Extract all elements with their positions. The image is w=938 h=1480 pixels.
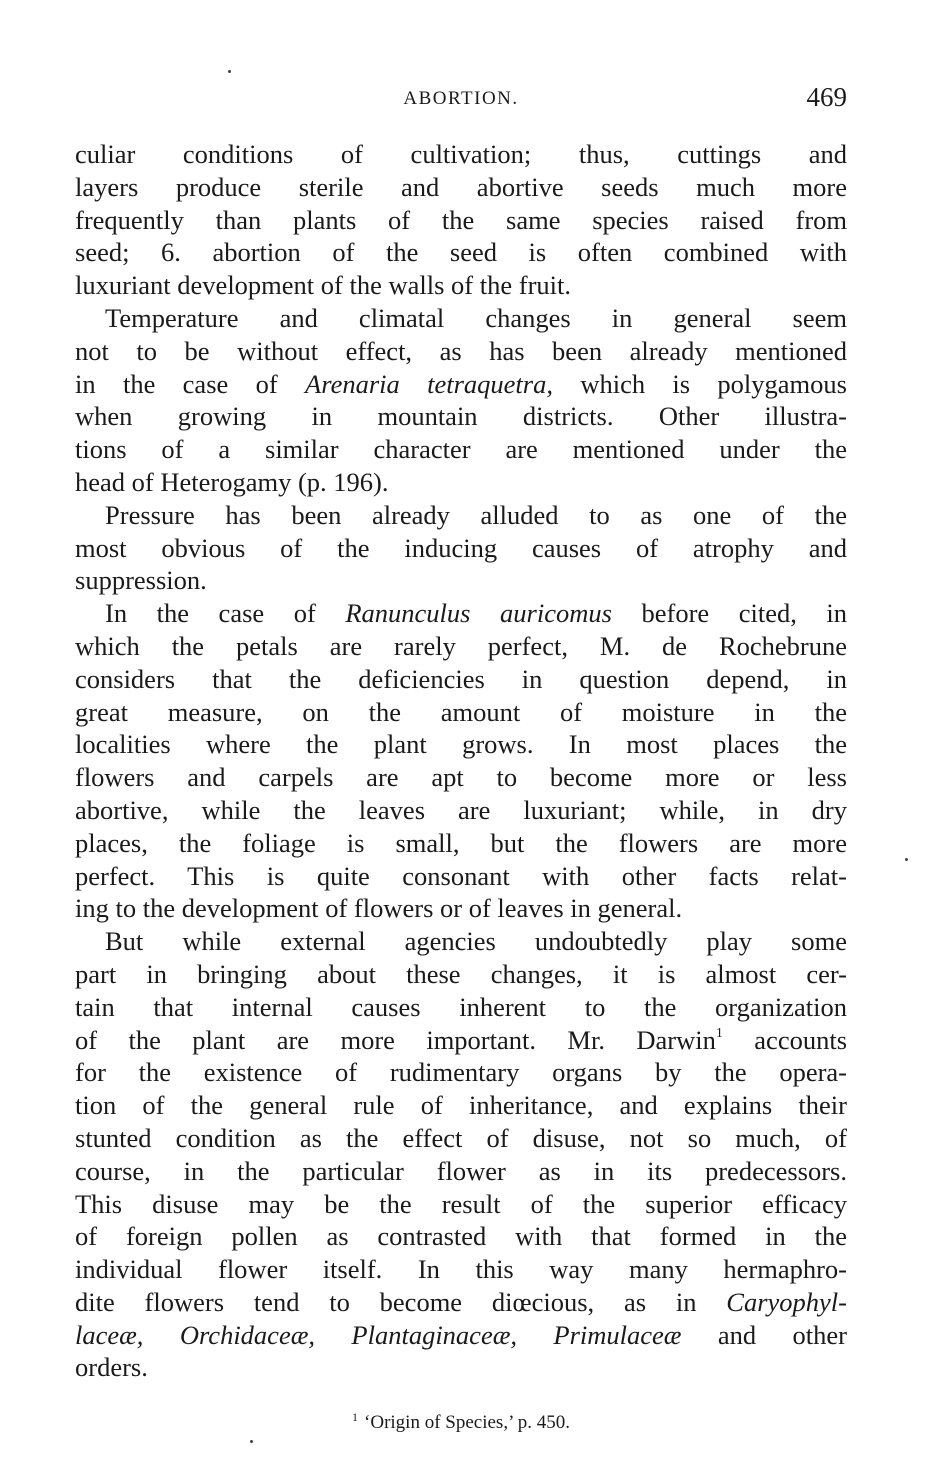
paragraph-3 xyxy=(75,499,847,597)
text-segment: before cited, in xyxy=(611,598,847,629)
family-name: Caryophyl- xyxy=(726,1286,847,1317)
text-line: for the existence of rudimentary organs by the opera- xyxy=(75,1057,847,1088)
text-line: not to be without effect, as has been already mentioned xyxy=(75,335,847,366)
text-line: This disuse may be the result of the superior efficacy xyxy=(75,1188,847,1219)
text-line: places, the foliage is small, but the flowers are more xyxy=(75,827,847,858)
paragraph-2 xyxy=(75,302,847,499)
text-line: abortive, while the leaves are luxuriant; while, in dry xyxy=(75,794,847,825)
text-line: localities where the plant grows. In most places the xyxy=(75,729,847,760)
text-line: considers that the deficiencies in question depend, in xyxy=(75,663,847,694)
footnote xyxy=(75,1410,847,1434)
text-line: flowers and carpels are apt to become more or less xyxy=(75,762,847,793)
text-line: which the petals are rarely perfect, M. de Rochebrune xyxy=(75,630,847,661)
text-line xyxy=(75,1319,847,1352)
text-segment: dite flowers tend to become diœcious, as in xyxy=(75,1286,727,1317)
text-line: of foreign pollen as contrasted with that formed in the xyxy=(75,1221,847,1252)
text-line: ing to the development of flowers or of leaves in general. xyxy=(75,893,683,924)
paper-speck xyxy=(905,858,908,861)
text-line xyxy=(75,1024,847,1057)
text-line: But while external agencies undoubtedly play some xyxy=(105,926,847,957)
page-number: 469 xyxy=(806,82,847,112)
text-line: tions of a similar character are mentioned under the xyxy=(75,434,847,465)
text-line xyxy=(75,597,847,630)
text-segment: in the case of xyxy=(75,368,306,399)
footnote-text: ‘Origin of Species,’ p. 450. xyxy=(364,1412,570,1433)
paragraph-1 xyxy=(75,138,847,302)
text-line: course, in the particular flower as in its predecessors. xyxy=(75,1155,847,1186)
text-line: orders. xyxy=(75,1352,148,1383)
text-line: Pressure has been already alluded to as one of the xyxy=(105,499,847,530)
footnote-reference: 1 xyxy=(715,1025,723,1041)
text-line: when growing in mountain districts. Other illustra- xyxy=(75,401,847,432)
text-line xyxy=(75,368,847,401)
text-line: seed; 6. abortion of the seed is often combined with xyxy=(75,237,847,268)
text-segment: accounts xyxy=(722,1024,848,1055)
text-line: most obvious of the inducing causes of atrophy and xyxy=(75,532,847,563)
text-line: head of Heterogamy (p. 196). xyxy=(75,466,389,497)
text-line: stunted condition as the effect of disuse, not so much, of xyxy=(75,1122,847,1153)
text-line: layers produce sterile and abortive seeds much more xyxy=(75,171,847,202)
text-line: frequently than plants of the same species raised from xyxy=(75,204,847,235)
paragraph-4 xyxy=(75,597,847,925)
species-name: Arenaria tetraquetra, xyxy=(305,368,553,399)
text-line: great measure, on the amount of moisture in the xyxy=(75,696,847,727)
paper-speck xyxy=(228,70,231,73)
paper-speck xyxy=(250,1440,253,1443)
text-segment: which is polygamous xyxy=(552,368,847,399)
running-head xyxy=(75,82,847,122)
text-segment: In the case of xyxy=(105,598,346,629)
text-line xyxy=(75,1286,847,1319)
species-name: Ranunculus auricomus xyxy=(345,598,612,629)
text-line: part in bringing about these changes, it is almost cer- xyxy=(75,958,847,989)
running-title: ABORTION. xyxy=(403,88,519,109)
text-line: perfect. This is quite consonant with other facts relat- xyxy=(75,860,847,891)
family-names: laceæ, Orchidaceæ, Plantaginaceæ, Primulaceæ xyxy=(75,1319,682,1350)
text-line: Temperature and climatal changes in general seem xyxy=(105,302,847,333)
text-line: tain that internal causes inherent to the organization xyxy=(75,991,847,1022)
text-segment: of the plant are more important. Mr. Darwin xyxy=(75,1024,716,1055)
text-line: suppression. xyxy=(75,565,207,596)
body-text xyxy=(75,138,847,1384)
text-line: culiar conditions of cultivation; thus, cuttings and xyxy=(75,139,847,169)
paragraph-5 xyxy=(75,925,847,1384)
footnote-marker: 1 xyxy=(352,1410,359,1424)
text-line: individual flower itself. In this way many hermaphro- xyxy=(75,1254,847,1285)
text-segment: and other xyxy=(681,1319,848,1350)
text-line: tion of the general rule of inheritance, and explains their xyxy=(75,1090,847,1121)
text-line: luxuriant development of the walls of the fruit. xyxy=(75,270,572,301)
